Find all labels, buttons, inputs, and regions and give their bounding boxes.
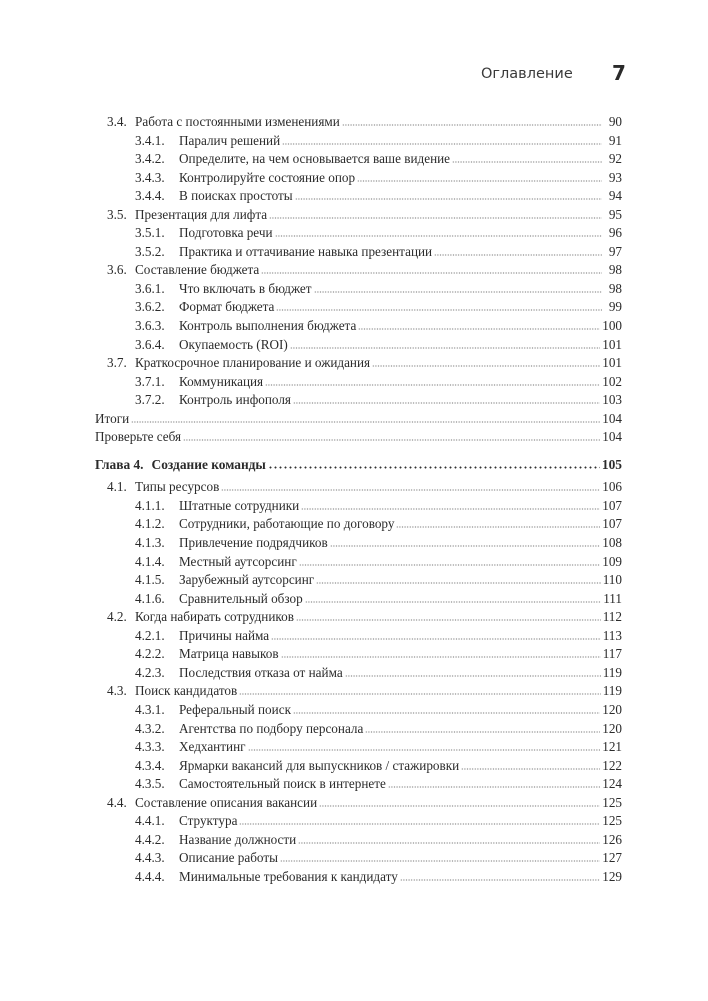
- toc-entry-number: 4.3.4.: [135, 757, 165, 773]
- toc-entry-page: 121: [602, 739, 622, 755]
- toc-entry-page: 103: [602, 392, 622, 408]
- toc-entry-title: Коммуникация: [179, 373, 264, 389]
- toc-entry-page: 113: [602, 627, 622, 643]
- toc-entry-number: 4.4.: [107, 794, 127, 810]
- toc-entry[interactable]: [95, 391, 622, 410]
- toc-entry[interactable]: [95, 478, 622, 497]
- dot-leader: [342, 116, 602, 126]
- toc-entry-page: 129: [602, 868, 622, 884]
- toc-entry-page: 101: [602, 355, 622, 371]
- toc-entry[interactable]: [95, 150, 622, 169]
- toc-entry-title: Описание работы: [179, 850, 278, 866]
- toc-entry-page: 94: [608, 188, 622, 204]
- toc-entry-title: Структура: [179, 813, 238, 829]
- toc-entry-title: Штатные сотрудники: [179, 497, 300, 513]
- dot-leader: [281, 648, 601, 658]
- toc-entry-number: 3.7.2.: [135, 392, 165, 408]
- toc-entry-number: 4.1.: [107, 479, 127, 495]
- toc-entry-page: 108: [602, 535, 622, 551]
- dot-leader: [295, 190, 602, 200]
- toc-entry-title: Контроль инфополя: [179, 392, 291, 408]
- toc-chapter-entry[interactable]: [95, 456, 622, 475]
- toc-entry-number: 3.4.3.: [135, 169, 165, 185]
- toc-entry[interactable]: [95, 664, 622, 683]
- toc-entry-number: 4.1.1.: [135, 497, 165, 513]
- toc-entry-number: 4.3.: [107, 683, 127, 699]
- dot-leader: [239, 685, 600, 695]
- toc-entry-page: 119: [602, 664, 622, 680]
- toc-entry[interactable]: [95, 169, 622, 188]
- toc-entry-title: Название должности: [179, 831, 297, 847]
- dot-leader: [248, 741, 601, 751]
- dot-leader: [314, 283, 602, 293]
- toc-entry[interactable]: [95, 645, 622, 664]
- toc-entry-page: 96: [608, 225, 622, 241]
- toc-entry[interactable]: [95, 113, 622, 132]
- toc-entry-page: 99: [608, 299, 622, 315]
- toc-entry-number: 4.2.1.: [135, 627, 165, 643]
- toc-entry-number: 3.6.4.: [135, 336, 165, 352]
- dot-leader: [296, 611, 601, 621]
- header-title: Оглавление: [481, 66, 573, 82]
- toc-entry-page: 93: [608, 169, 622, 185]
- toc-entry-title: Формат бюджета: [179, 299, 275, 315]
- toc-entry-title: Сотрудники, работающие по договору: [179, 516, 395, 532]
- toc-entry-title: Презентация для лифта: [135, 206, 268, 222]
- toc-entry[interactable]: [95, 224, 622, 243]
- toc-entry-number: 3.4.: [107, 114, 127, 129]
- toc-entry-title: Паралич решений: [179, 132, 281, 148]
- dot-leader: [261, 264, 602, 274]
- toc-entry[interactable]: [95, 187, 622, 206]
- toc-entry-title: Сравнительный обзор: [179, 590, 303, 606]
- toc-entry-title: В поисках простоты: [179, 188, 293, 204]
- toc-entry[interactable]: [95, 298, 622, 317]
- toc-entry-title: Окупаемость (ROI): [179, 336, 288, 352]
- table-of-contents: [95, 113, 622, 886]
- dot-leader: [461, 760, 600, 770]
- toc-entry-number: 3.4.4.: [135, 188, 165, 204]
- toc-entry-title: Поиск кандидатов: [135, 683, 238, 699]
- toc-entry-page: 106: [602, 479, 622, 495]
- dot-leader: [131, 413, 600, 423]
- toc-entry-number: 4.4.3.: [135, 850, 165, 866]
- toc-entry-number: 3.5.1.: [135, 225, 165, 241]
- toc-entry-number: 3.6.2.: [135, 299, 165, 315]
- toc-entry-number: 4.1.4.: [135, 553, 165, 569]
- toc-entry-title: Хедхантинг: [179, 739, 246, 755]
- dot-leader: [269, 209, 602, 219]
- dot-leader: [357, 172, 602, 182]
- toc-entry[interactable]: [95, 410, 622, 429]
- toc-entry[interactable]: [95, 497, 622, 516]
- toc-entry-page: 98: [608, 280, 622, 296]
- toc-entry-number: 4.2.3.: [135, 664, 165, 680]
- dot-leader: [183, 431, 600, 441]
- toc-entry[interactable]: [95, 738, 622, 757]
- dot-leader: [276, 301, 602, 311]
- toc-entry-title: Работа с постоянными изменениями: [135, 114, 340, 129]
- toc-entry-number: 4.1.3.: [135, 535, 165, 551]
- toc-entry-number: 3.6.1.: [135, 280, 165, 296]
- toc-entry-title: Реферальный поиск: [179, 701, 291, 717]
- toc-entry-title: Итоги: [95, 410, 130, 426]
- toc-entry-number: Глава 4.: [95, 456, 144, 472]
- toc-entry-title: Что включать в бюджет: [179, 280, 312, 296]
- toc-entry[interactable]: [95, 317, 622, 336]
- toc-entry-title: Определите, на чем основывается ваше видение: [179, 151, 451, 167]
- dot-leader: [452, 153, 602, 163]
- toc-entry-title: Агентства по подбору персонала: [179, 720, 364, 736]
- dot-leader: [268, 459, 600, 469]
- page-number: 7: [612, 61, 626, 85]
- dot-leader: [305, 593, 601, 603]
- toc-entry[interactable]: [95, 373, 622, 392]
- toc-entry[interactable]: [95, 132, 622, 151]
- toc-entry-title: Когда набирать сотрудников: [135, 609, 294, 625]
- toc-entry-number: 4.3.5.: [135, 776, 165, 792]
- toc-entry-number: 3.5.2.: [135, 243, 165, 259]
- toc-entry-page: 127: [602, 850, 622, 866]
- toc-entry-page: 107: [602, 497, 622, 513]
- toc-entry[interactable]: [95, 812, 622, 831]
- toc-entry-title: Местный аутсорсинг: [179, 553, 297, 569]
- dot-leader: [239, 815, 600, 825]
- toc-entry-number: 3.4.2.: [135, 151, 165, 167]
- toc-entry[interactable]: [95, 553, 622, 572]
- toc-entry-title: Практика и оттачивание навыка презентации: [179, 243, 433, 259]
- toc-entry-title: Проверьте себя: [95, 429, 182, 445]
- toc-entry[interactable]: [95, 280, 622, 299]
- toc-entry[interactable]: [95, 206, 622, 225]
- toc-entry-title: Контроль выполнения бюджета: [179, 318, 357, 334]
- dot-leader: [358, 320, 600, 330]
- toc-entry-title: Составление бюджета: [135, 262, 260, 278]
- toc-entry[interactable]: [95, 682, 622, 701]
- dot-leader: [316, 574, 601, 584]
- toc-entry-number: 4.1.6.: [135, 590, 165, 606]
- toc-entry[interactable]: [95, 354, 622, 373]
- toc-entry-page: 109: [602, 553, 622, 569]
- dot-leader: [319, 797, 600, 807]
- toc-entry[interactable]: [95, 757, 622, 776]
- toc-entry-title: Составление описания вакансии: [135, 794, 318, 810]
- toc-entry-title: Самостоятельный поиск в интернете: [179, 776, 386, 792]
- toc-entry[interactable]: [95, 515, 622, 534]
- toc-entry-title: Контролируйте состояние опор: [179, 169, 356, 185]
- toc-entry-title: Последствия отказа от найма: [179, 664, 343, 680]
- toc-entry-title: Минимальные требования к кандидату: [179, 868, 398, 884]
- toc-entry-page: 125: [602, 794, 622, 810]
- toc-entry-title: Создание команды: [151, 456, 266, 472]
- toc-entry-title: Зарубежный аутсорсинг: [179, 572, 315, 588]
- toc-entry[interactable]: [95, 608, 622, 627]
- toc-entry-title: Ярмарки вакансий для выпускников / стажировки: [179, 757, 460, 773]
- toc-entry-number: 4.4.1.: [135, 813, 165, 829]
- toc-entry-number: 4.2.2.: [135, 646, 165, 662]
- dot-leader: [345, 667, 601, 677]
- toc-entry[interactable]: [95, 868, 622, 887]
- toc-entry-page: 90: [608, 114, 622, 129]
- dot-leader: [365, 723, 600, 733]
- dot-leader: [400, 871, 600, 881]
- dot-leader: [388, 778, 600, 788]
- toc-entry-page: 91: [608, 132, 622, 148]
- toc-entry[interactable]: [95, 831, 622, 850]
- dot-leader: [275, 227, 602, 237]
- toc-entry-number: 4.4.4.: [135, 868, 165, 884]
- toc-entry-page: 100: [602, 318, 622, 334]
- toc-entry-page: 110: [602, 572, 622, 588]
- toc-entry-page: 98: [608, 262, 622, 278]
- dot-leader: [372, 357, 600, 367]
- toc-entry-page: 105: [601, 456, 622, 472]
- toc-entry-page: 119: [602, 683, 622, 699]
- toc-entry-page: 102: [602, 373, 622, 389]
- toc-entry[interactable]: [95, 775, 622, 794]
- dot-leader: [298, 834, 600, 844]
- dot-leader: [282, 135, 602, 145]
- dot-leader: [265, 376, 600, 386]
- toc-entry-number: 4.2.: [107, 609, 127, 625]
- toc-entry-number: 4.4.2.: [135, 831, 165, 847]
- toc-entry-number: 4.3.1.: [135, 701, 165, 717]
- toc-entry-number: 3.7.1.: [135, 373, 165, 389]
- toc-entry-page: 125: [602, 813, 622, 829]
- toc-entry-page: 92: [608, 151, 622, 167]
- toc-entry[interactable]: [95, 701, 622, 720]
- toc-entry[interactable]: [95, 243, 622, 262]
- toc-entry[interactable]: [95, 534, 622, 553]
- toc-entry-page: 120: [602, 720, 622, 736]
- toc-entry[interactable]: [95, 794, 622, 813]
- toc-entry-number: 4.3.3.: [135, 739, 165, 755]
- toc-entry-page: 104: [602, 410, 622, 426]
- toc-entry-page: 112: [602, 609, 622, 625]
- toc-entry-page: 107: [602, 516, 622, 532]
- toc-entry-number: 3.7.: [107, 355, 127, 371]
- dot-leader: [280, 852, 600, 862]
- toc-entry-number: 4.3.2.: [135, 720, 165, 736]
- dot-leader: [396, 518, 600, 528]
- dot-leader: [290, 339, 600, 349]
- toc-entry-page: 122: [602, 757, 622, 773]
- toc-entry-number: 3.6.3.: [135, 318, 165, 334]
- toc-entry-number: 3.5.: [107, 206, 127, 222]
- toc-entry-page: 120: [602, 701, 622, 717]
- toc-entry-number: 3.4.1.: [135, 132, 165, 148]
- toc-entry-title: Типы ресурсов: [135, 479, 220, 495]
- toc-entry-page: 124: [602, 776, 622, 792]
- toc-entry[interactable]: [95, 849, 622, 868]
- dot-leader: [293, 394, 600, 404]
- toc-entry-page: 95: [608, 206, 622, 222]
- toc-entry[interactable]: [95, 261, 622, 280]
- toc-entry-page: 111: [603, 590, 622, 606]
- toc-entry[interactable]: [95, 590, 622, 609]
- toc-entry[interactable]: [95, 720, 622, 739]
- toc-entry-number: 3.6.: [107, 262, 127, 278]
- dot-leader: [434, 246, 602, 256]
- dot-leader: [299, 556, 600, 566]
- toc-entry[interactable]: [95, 627, 622, 646]
- toc-entry-title: Краткосрочное планирование и ожидания: [135, 355, 371, 371]
- dot-leader: [301, 500, 600, 510]
- toc-entry-page: 97: [608, 243, 622, 259]
- toc-entry[interactable]: [95, 571, 622, 590]
- toc-entry-number: 4.1.5.: [135, 572, 165, 588]
- toc-entry-title: Подготовка речи: [179, 225, 273, 241]
- running-header: [0, 62, 708, 88]
- dot-leader: [271, 630, 601, 640]
- toc-entry-page: 117: [602, 646, 622, 662]
- dot-leader: [221, 481, 600, 491]
- toc-entry-number: 4.1.2.: [135, 516, 165, 532]
- toc-entry-title: Матрица навыков: [179, 646, 279, 662]
- toc-entry-page: 101: [602, 336, 622, 352]
- dot-leader: [330, 537, 601, 547]
- toc-entry-title: Привлечение подрядчиков: [179, 535, 328, 551]
- toc-entry-title: Причины найма: [179, 627, 270, 643]
- toc-entry-page: 126: [602, 831, 622, 847]
- toc-entry-page: 104: [602, 429, 622, 445]
- toc-entry[interactable]: [95, 336, 622, 355]
- toc-entry[interactable]: [95, 428, 622, 447]
- dot-leader: [293, 704, 600, 714]
